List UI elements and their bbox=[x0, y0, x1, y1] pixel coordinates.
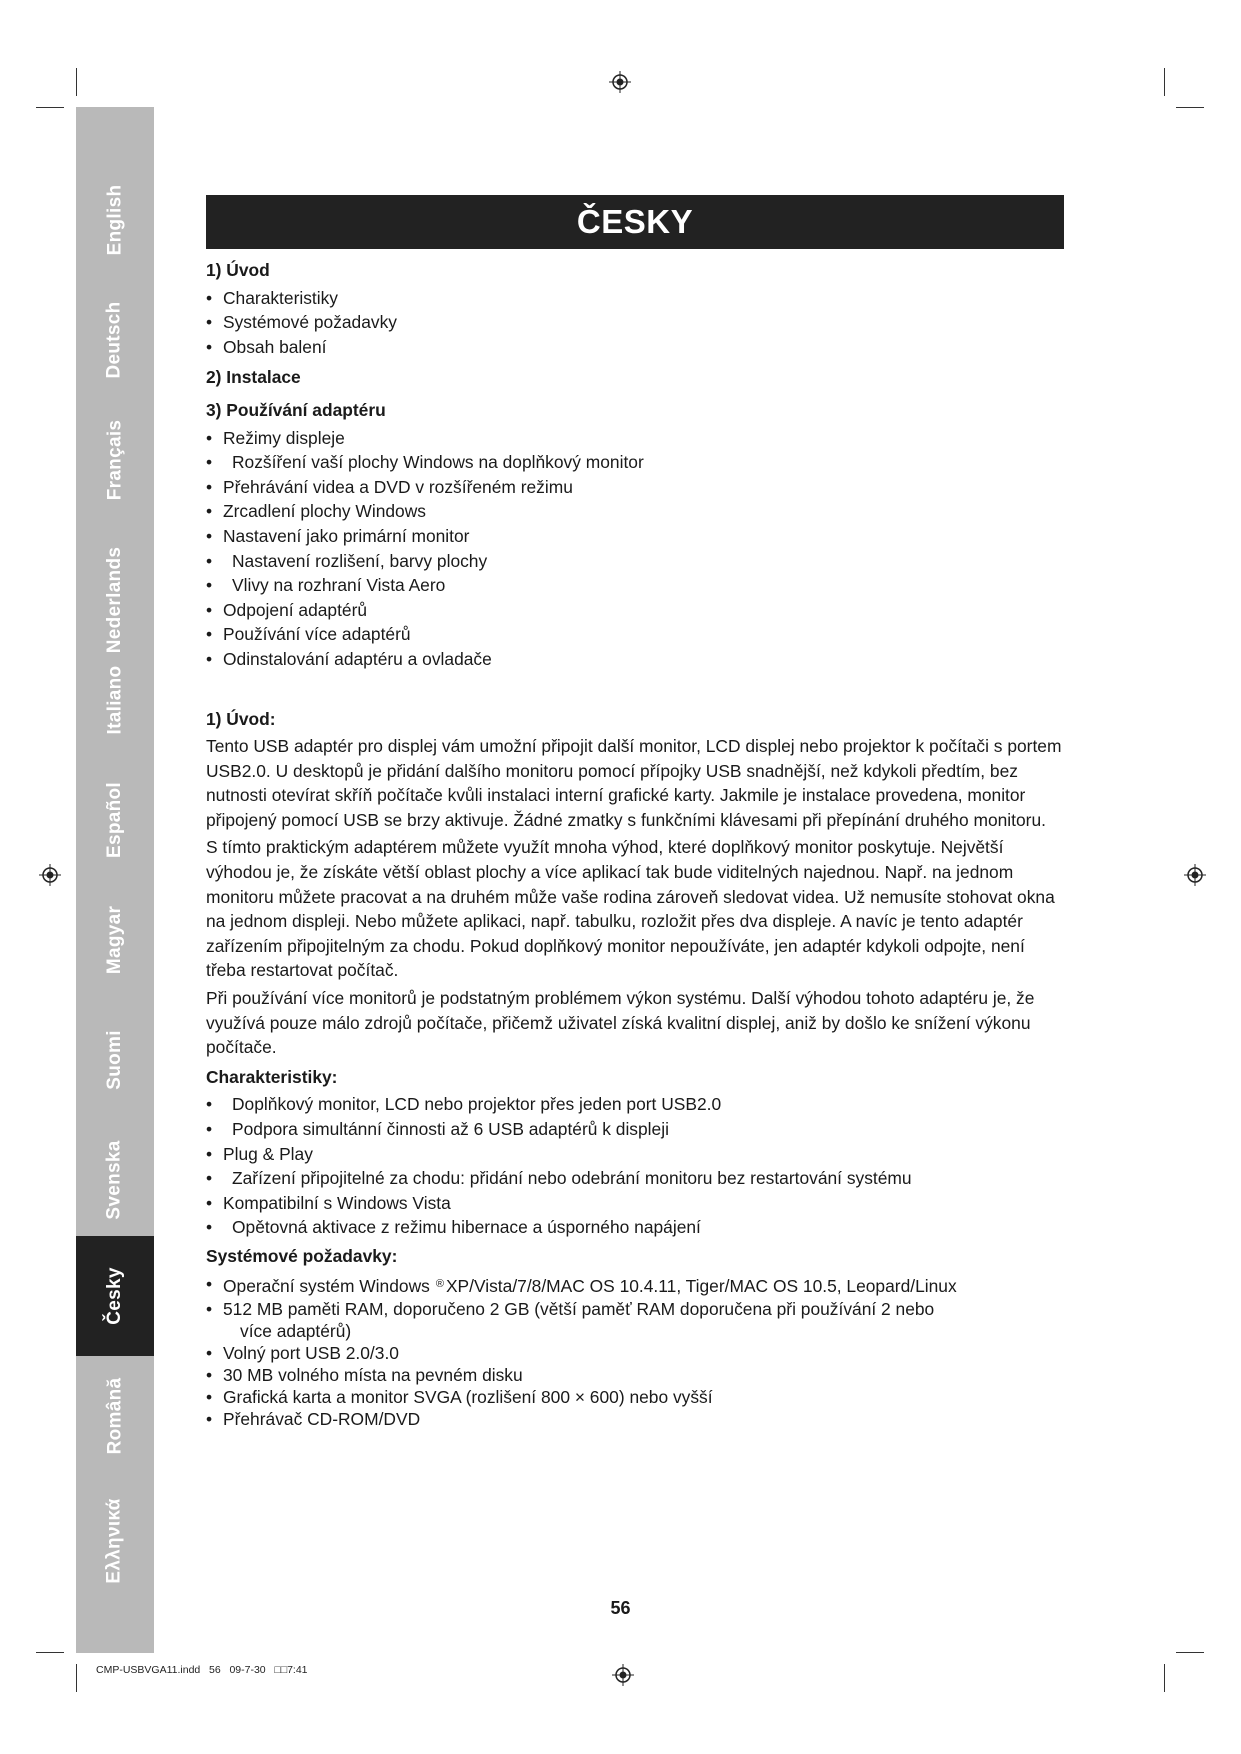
registered-mark: ® bbox=[435, 1277, 444, 1290]
lang-tab-francais[interactable]: Français bbox=[104, 419, 125, 501]
page-title: ČESKY bbox=[576, 203, 694, 240]
feature-item: • Podpora simultánní činnosti až 6 USB adaptérů k displeji bbox=[206, 1117, 1066, 1142]
requirement-item-ram: • 512 MB paměti RAM, doporučeno 2 GB (větší paměť RAM doporučena při používání 2 nebo více adaptérů) bbox=[206, 1298, 1066, 1342]
toc-item: • Režimy displeje bbox=[206, 426, 1066, 451]
lang-tab-suomi[interactable]: Suomi bbox=[104, 1030, 125, 1090]
feature-item: • Zařízení připojitelné za chodu: přidání nebo odebrání monitoru bez restartování systému bbox=[206, 1166, 1066, 1191]
crop-mark-bottom-right-v bbox=[1164, 1664, 1165, 1692]
toc-item: • Odinstalování adaptéru a ovladače bbox=[206, 647, 1066, 672]
intro-heading: 1) Úvod: bbox=[206, 708, 276, 729]
registration-mark-icon bbox=[609, 71, 631, 93]
section-header-bar bbox=[206, 195, 1064, 249]
toc-heading-intro: 1) Úvod bbox=[206, 260, 270, 280]
crop-mark-top-right-v bbox=[1164, 68, 1165, 96]
registration-mark-icon bbox=[1184, 864, 1206, 886]
intro-paragraph: Při používání více monitorů je podstatným problémem výkon systému. Další výhodou tohoto adaptéru je, že využívá pouze málo zdrojů počítače, přičemž uživatel získá kvalitní displej, aniž by došlo ke snížení výkonu počítače. bbox=[206, 988, 1035, 1058]
toc-item: • Rozšíření vaší plochy Windows na doplňkový monitor bbox=[206, 450, 1066, 475]
page-number: 56 bbox=[610, 1598, 631, 1618]
feature-item: • Opětovná aktivace z režimu hibernace a úsporného napájení bbox=[206, 1215, 1066, 1240]
requirement-item-os: • Operační systém Windows ® XP/Vista/7/8/MAC OS 10.4.11, Tiger/MAC OS 10.5, Leopard/Linux bbox=[206, 1272, 1066, 1299]
features-heading: Charakteristiky: bbox=[206, 1066, 338, 1087]
crop-mark-top-right-h bbox=[1176, 107, 1204, 108]
intro-paragraph: Tento USB adaptér pro displej vám umožní připojit další monitor, LCD displej nebo projektor k počítači s portem USB2.0. U desktopů je přidání dalšího monitoru pomocí přípojky USB snadnější, než kdykoli předtím, bez nutnosti otevírat skříň počítače kvůli instalaci interní grafické karty. Jakmile je instalace provedena, monitor připojený pomocí USB se brzy aktivuje. Žádné zmatky s funkčními klávesami při přepínání druhého monitoru. bbox=[206, 736, 1062, 830]
toc-item: • Používání více adaptérů bbox=[206, 622, 1066, 647]
registration-mark-icon bbox=[612, 1664, 634, 1686]
toc-item: • Zrcadlení plochy Windows bbox=[206, 499, 1066, 524]
toc-item: • Odpojení adaptérů bbox=[206, 598, 1066, 623]
print-slug: CMP-USBVGA11.indd 56 09-7-30 □□7:41 bbox=[96, 1664, 308, 1676]
toc-item: • Nastavení jako primární monitor bbox=[206, 524, 1066, 549]
toc-item: • Charakteristiky bbox=[206, 286, 1066, 311]
requirement-item: • Přehrávač CD-ROM/DVD bbox=[206, 1408, 1066, 1430]
lang-tab-ellinika[interactable]: Ελληνικά bbox=[104, 1498, 125, 1584]
crop-mark-bottom-right-h bbox=[1176, 1652, 1204, 1653]
lang-tab-espanol[interactable]: Español bbox=[103, 781, 125, 859]
toc-item: • Nastavení rozlišení, barvy plochy bbox=[206, 549, 1066, 574]
lang-tab-magyar[interactable]: Magyar bbox=[103, 905, 125, 975]
crop-mark-bottom-left-v bbox=[76, 1664, 77, 1692]
main-content bbox=[206, 258, 1066, 1430]
lang-tab-nederlands[interactable]: Nederlands bbox=[104, 546, 126, 654]
lang-tab-romana[interactable]: Română bbox=[103, 1377, 125, 1455]
toc-heading-installation: 2) Instalace bbox=[206, 367, 301, 388]
lang-tab-svenska[interactable]: Svenska bbox=[104, 1140, 125, 1220]
toc-item: • Přehrávání videa a DVD v rozšířeném režimu bbox=[206, 475, 1066, 500]
requirement-item: • Grafická karta a monitor SVGA (rozlišení 800 × 600) nebo vyšší bbox=[206, 1386, 1066, 1408]
toc-heading-usage: 3) Používání adaptéru bbox=[206, 399, 386, 420]
feature-item: • Kompatibilní s Windows Vista bbox=[206, 1191, 1066, 1216]
intro-paragraph: S tímto praktickým adaptérem můžete využít mnoha výhod, které doplňkový monitor poskytuje. Největší výhodou je, že získáte větší oblast plochy a více aplikací tak bude viditelných najednou. Např. na jednom monitoru můžete pracovat a na druhém může vaše rodina zároveň sledovat videa. Už nemusíte stohovat okna na jednom displeji. Nebo můžete aplikaci, např. tabulku, rozložit přes dva displeje. A navíc je tento adaptér zařízením připojitelným za chodu. Pokud doplňkový monitor nepoužíváte, jen adaptér kdykoli odpojte, není třeba restartovat počítač. bbox=[206, 837, 1055, 981]
crop-mark-bottom-left-h bbox=[36, 1652, 64, 1653]
lang-tab-english[interactable]: English bbox=[104, 184, 125, 256]
crop-mark-top-left-h bbox=[36, 107, 64, 108]
feature-item: • Plug & Play bbox=[206, 1142, 1066, 1167]
lang-tab-italiano[interactable]: Italiano bbox=[103, 665, 125, 735]
toc-item: • Systémové požadavky bbox=[206, 310, 1066, 335]
requirement-item: • 30 MB volného místa na pevném disku bbox=[206, 1364, 1066, 1386]
requirements-heading: Systémové požadavky: bbox=[206, 1245, 398, 1266]
registration-mark-icon bbox=[39, 864, 61, 886]
toc-item: • Vlivy na rozhraní Vista Aero bbox=[206, 573, 1066, 598]
lang-tab-cesky[interactable]: Česky bbox=[76, 1236, 154, 1356]
feature-item: • Doplňkový monitor, LCD nebo projektor přes jeden port USB2.0 bbox=[206, 1092, 1066, 1117]
crop-mark-top-left-v bbox=[76, 68, 77, 96]
requirement-item: • Volný port USB 2.0/3.0 bbox=[206, 1342, 1066, 1364]
toc-item: • Obsah balení bbox=[206, 335, 1066, 360]
lang-tab-deutsch[interactable]: Deutsch bbox=[104, 301, 125, 379]
